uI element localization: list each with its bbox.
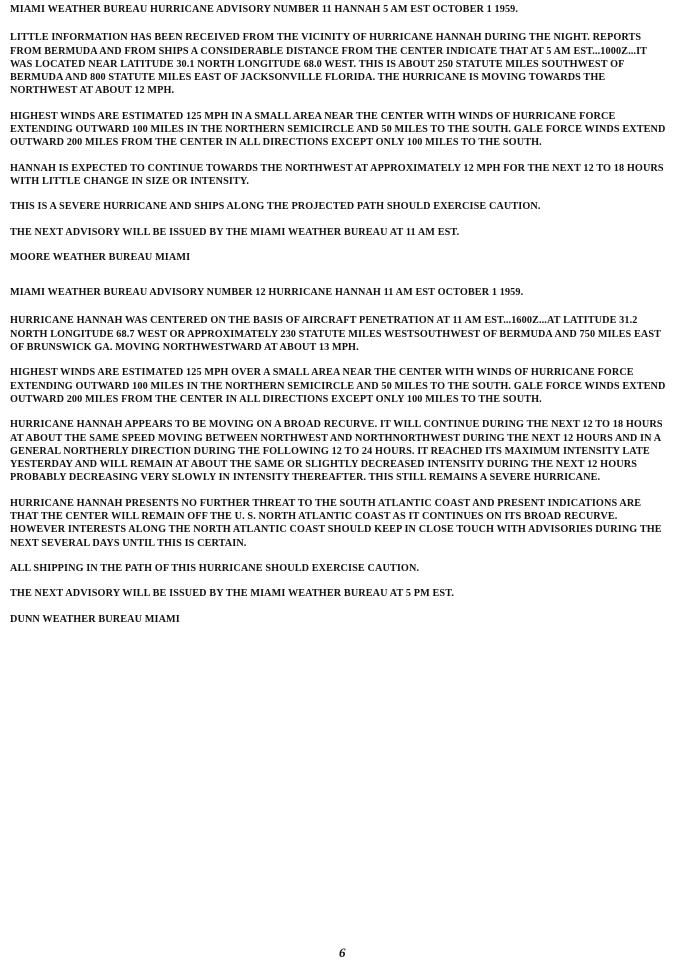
advisory-heading: MIAMI WEATHER BUREAU HURRICANE ADVISORY NUMBER 11 HANNAH 5 AM EST OCTOBER 1 1959. bbox=[10, 4, 519, 15]
advisory-paragraph-location: LITTLE INFORMATION HAS BEEN RECEIVED FROM THE VICINITY OF HURRICANE HANNAH DURING THE NIGHT. REPORTS FROM BERMUDA AND FROM SHIPS A CONSIDERABLE DISTANCE FROM THE CENTER INDICATE THAT AT 5 AM EST...1000Z...IT WAS LOCATED NEAR LATITUDE 30.1 NORTH LONGITUDE 68.0 WEST. THIS IS ABOUT 250 STATUTE MILES SOUTHWEST OF BERMUDA AND 800 STATUTE MILES EAST OF JACKSONVILLE FLORIDA. THE HURRICANE IS MOVING TOWARDS THE NORTHWEST AT ABOUT 12 MPH. bbox=[10, 32, 647, 97]
advisory-paragraph-next-advisory: THE NEXT ADVISORY WILL BE ISSUED BY THE MIAMI WEATHER BUREAU AT 11 AM EST. bbox=[10, 226, 460, 238]
advisory-signature: DUNN WEATHER BUREAU MIAMI bbox=[10, 613, 180, 625]
advisory-paragraph-next-advisory: THE NEXT ADVISORY WILL BE ISSUED BY THE MIAMI WEATHER BUREAU AT 5 PM EST. bbox=[10, 588, 455, 600]
advisory-paragraph-forecast: HANNAH IS EXPECTED TO CONTINUE TOWARDS THE NORTHWEST AT APPROXIMATELY 12 MPH FOR THE NEXT 12 TO 18 HOURS WITH LITTLE CHANGE IN SIZE OR INTENSITY. bbox=[10, 162, 664, 187]
advisory-paragraph-caution: THIS IS A SEVERE HURRICANE AND SHIPS ALONG THE PROJECTED PATH SHOULD EXERCISE CAUTION. bbox=[10, 201, 541, 213]
page-number: 6 bbox=[339, 945, 346, 960]
advisory-paragraph-winds: HIGHEST WINDS ARE ESTIMATED 125 MPH OVER A SMALL AREA NEAR THE CENTER WITH WINDS OF HURRICANE FORCE EXTENDING OUTWARD 100 MILES IN THE NORTHERN SEMICIRCLE AND 50 MILES TO THE SOUTH. GALE FORCE WINDS EXTEND OUTWARD 200 MILES FROM THE CENTER IN ALL DIRECTIONS EXCEPT ONLY 100 MILES TO THE SOUTH. bbox=[10, 367, 666, 405]
advisory-paragraph-caution: ALL SHIPPING IN THE PATH OF THIS HURRICANE SHOULD EXERCISE CAUTION. bbox=[10, 562, 420, 574]
advisory-11 bbox=[10, 3, 666, 264]
advisory-paragraph-forecast: HURRICANE HANNAH APPEARS TO BE MOVING ON A BROAD RECURVE. IT WILL CONTINUE DURING THE NEXT 12 TO 18 HOURS AT ABOUT THE SAME SPEED MOVING BETWEEN NORTHWEST AND NORTHNORTHWEST DURING THE NEXT 12 HOURS AND IN A GENERAL NORTHERLY DIRECTION DURING THE FOLLOWING 12 TO 24 HOURS. IT REACHED ITS MAXIMUM INTENSITY LATE YESTERDAY AND WILL REMAIN AT ABOUT THE SAME OR SLIGHTLY DECREASED INTENSITY DURING THE NEXT 12 HOURS PROBABLY DECREASING VERY SLOWLY IN INTENSITY THEREAFTER. THIS STILL REMAINS A SEVERE HURRICANE. bbox=[10, 419, 663, 484]
document-content bbox=[10, 3, 666, 638]
advisory-heading: MIAMI WEATHER BUREAU ADVISORY NUMBER 12 HURRICANE HANNAH 11 AM EST OCTOBER 1 1959. bbox=[10, 287, 524, 299]
advisory-12 bbox=[10, 286, 666, 626]
advisory-paragraph-coast-threat: HURRICANE HANNAH PRESENTS NO FURTHER THREAT TO THE SOUTH ATLANTIC COAST AND PRESENT INDICATIONS ARE THAT THE CENTER WILL REMAIN OFF THE U. S. NORTH ATLANTIC COAST AS IT CONTINUES ON ITS BROAD RECURVE. HOWEVER INTERESTS ALONG THE NORTH ATLANTIC COAST SHOULD KEEP IN CLOSE TOUCH WITH ADVISORIES DURING THE NEXT SEVERAL DAYS UNTIL THIS IS CERTAIN. bbox=[10, 497, 662, 549]
advisory-paragraph-winds: HIGHEST WINDS ARE ESTIMATED 125 MPH IN A SMALL AREA NEAR THE CENTER WITH WINDS OF HURRICANE FORCE EXTENDING OUTWARD 100 MILES IN THE NORTHERN SEMICIRCLE AND 50 MILES TO THE SOUTH. GALE FORCE WINDS EXTEND OUTWARD 200 MILES FROM THE CENTER IN ALL DIRECTIONS EXCEPT ONLY 100 MILES TO THE SOUTH. bbox=[10, 110, 666, 149]
advisory-paragraph-location: HURRICANE HANNAH WAS CENTERED ON THE BASIS OF AIRCRAFT PENETRATION AT 11 AM EST...1600Z...AT LATITUDE 31.2 NORTH LONGITUDE 68.7 WEST OR APPROXIMATELY 230 STATUTE MILES WESTSOUTHWEST OF BERMUDA AND 750 MILES EAST OF BRUNSWICK GA. MOVING NORTHWESTWARD AT ABOUT 13 MPH. bbox=[10, 315, 661, 354]
advisory-signature: MOORE WEATHER BUREAU MIAMI bbox=[10, 251, 191, 263]
